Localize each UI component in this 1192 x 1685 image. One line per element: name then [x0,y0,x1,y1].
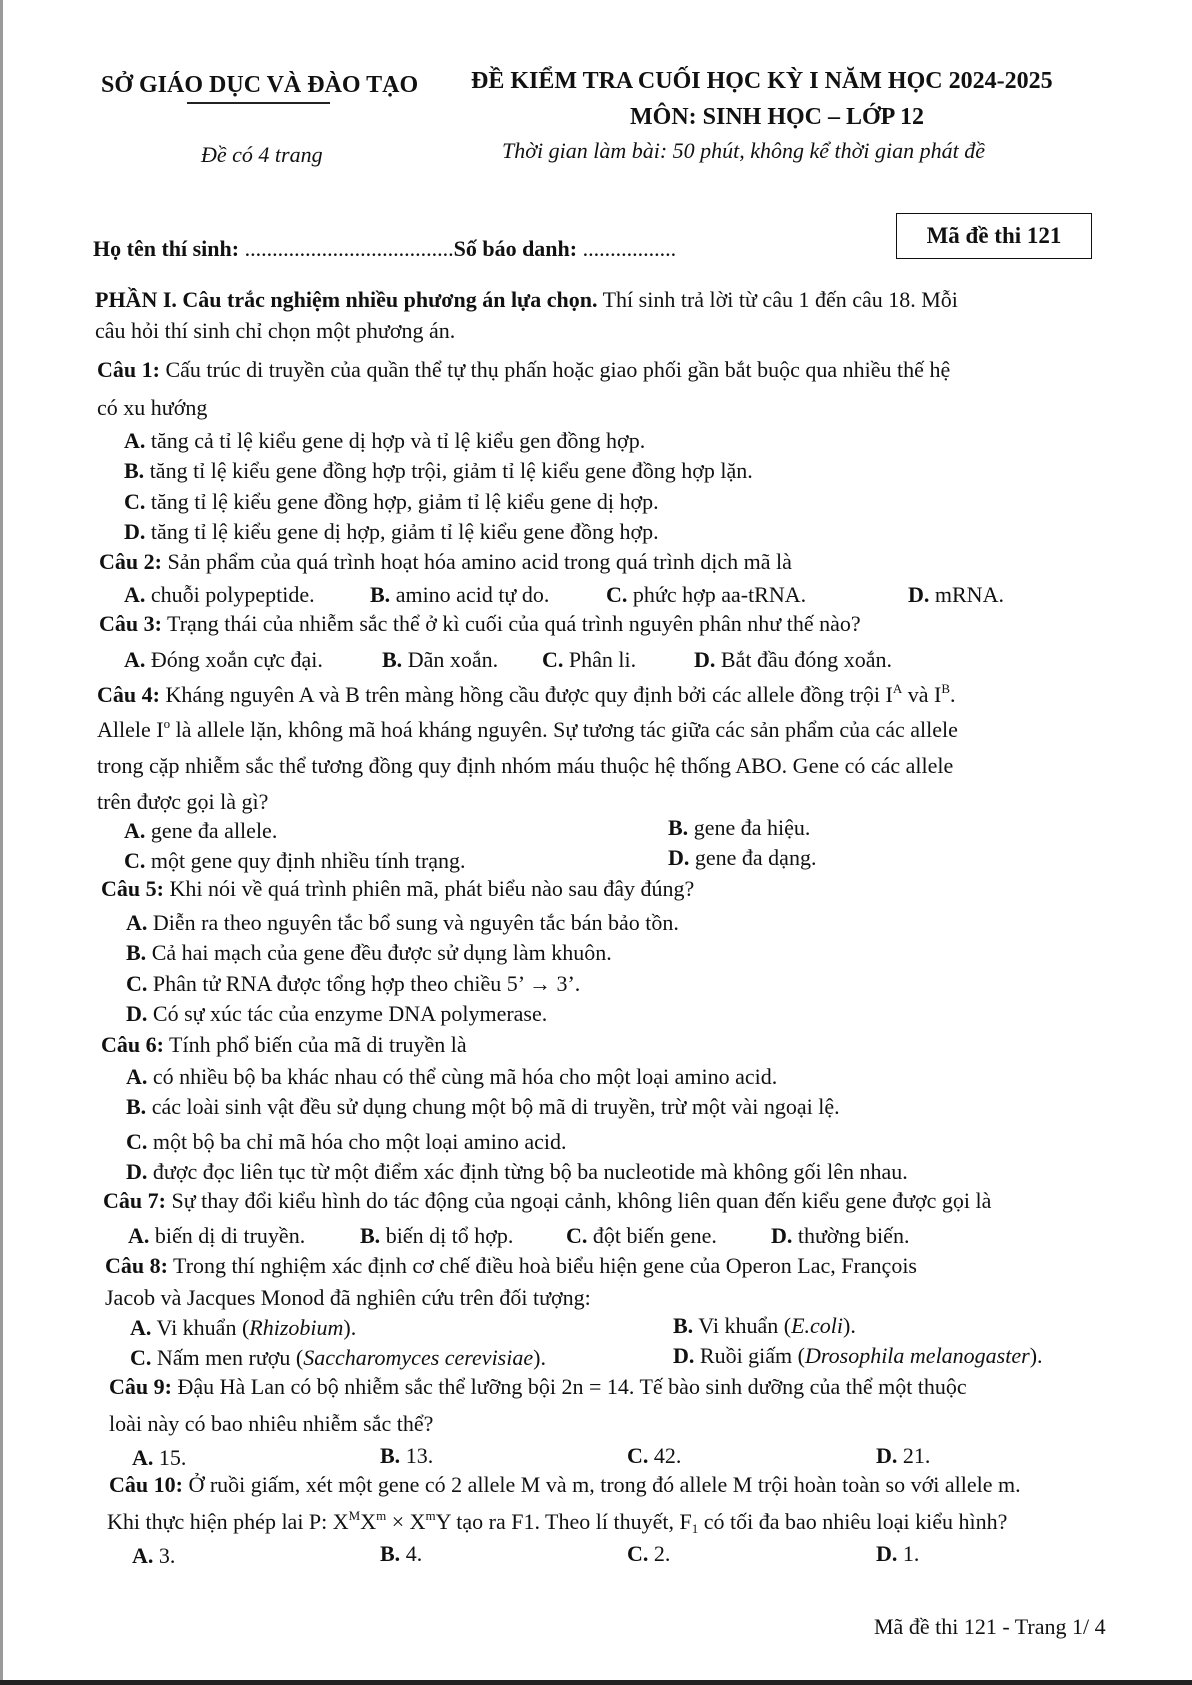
part1-heading [95,283,958,317]
part1-title: PHẦN I. Câu trắc nghiệm nhiều phương án lựa chọn. [95,287,598,312]
time-limit-note: Thời gian làm bài: 50 phút, không kể thời gian phát đề [502,138,986,163]
q5-option-d: D. Có sự xúc tác của enzyme DNA polymerase. [126,1001,548,1026]
question-4-line-4: trên được gọi là gì? [97,789,269,814]
question-7: Câu 7: Sự thay đổi kiểu hình do tác động của ngoại cảnh, không liên quan đến kiểu gene được gọi là [103,1188,992,1213]
exam-code-box: Mã đề thi 121 [896,213,1092,259]
q6-option-d: D. được đọc liên tục từ một điểm xác định từng bộ ba nucleotide mà không gối lên nhau. [126,1159,908,1184]
exam-title: ĐỀ KIỂM TRA CUỐI HỌC KỲ I NĂM HỌC 2024-2025 [471,68,1053,94]
question-8: Câu 8: Trong thí nghiệm xác định cơ chế điều hoà biểu hiện gene của Operon Lac, François [105,1253,917,1278]
q6-option-b: B. các loài sinh vật đều sử dụng chung một bộ mã di truyền, trừ một vài ngoại lệ. [126,1094,840,1119]
q5-option-c: C. Phân tử RNA được tổng hợp theo chiều 5’ → 3’. [126,971,581,996]
q9-option-a: A. 15. [132,1445,187,1470]
question-1 [97,353,950,387]
question-4-line-3: trong cặp nhiễm sắc thể tương đồng quy định nhóm máu thuộc hệ thống ABO. Gene có các allele [97,753,954,778]
q7-option-d: D. thường biến. [771,1223,910,1248]
q7-option-c: C. đột biến gene. [566,1223,717,1248]
question-10-line-2: Khi thực hiện phép lai P: $X^MX^m \times X^mY$ tạo ra F1. Theo lí thuyết, $F_1$ có tối đa bao nhiêu loại kiểu hình? [107,1508,1008,1536]
q3-option-c: C. Phân li. [542,647,637,672]
q9-option-c: C. 42. [627,1443,682,1468]
q4-option-b: B. gene đa hiệu. [668,815,811,840]
q10-option-c: C. 2. [627,1541,671,1566]
question-8-line-2: Jacob và Jacques Monod đã nghiên cứu trên đối tượng: [105,1285,591,1310]
id-label: Số báo danh: [453,236,578,261]
question-9: Câu 9: Đậu Hà Lan có bộ nhiễm sắc thể lưỡng bội 2n = 14. Tế bào sinh dưỡng của thể một thuộc [109,1374,967,1399]
department-name: SỞ GIÁO DỤC VÀ ĐÀO TẠO [101,72,419,98]
q2-option-b: B. amino acid tự do. [370,582,550,607]
q9-option-d: D. 21. [876,1443,931,1468]
department-underline [187,102,330,104]
q8-option-c: C. Nấm men rượu (Saccharomyces cerevisiae). [130,1345,546,1370]
q1-option-d: D. tăng tỉ lệ kiểu gene dị hợp, giảm tỉ lệ kiểu gene đồng hợp. [124,519,659,544]
question-text: Cấu trúc di truyền của quần thể tự thụ phấn hoặc giao phối gần bắt buộc qua nhiều thế hệ [159,357,951,382]
q7-option-b: B. biến dị tổ hợp. [360,1223,514,1248]
q5-option-a: A. Diễn ra theo nguyên tắc bổ sung và nguyên tắc bán bảo tồn. [126,910,679,935]
q6-option-c: C. một bộ ba chỉ mã hóa cho một loại amino acid. [126,1129,567,1154]
part1-instruction-a: Thí sinh trả lời từ câu 1 đến câu 18. Mỗi [597,287,958,312]
q8-option-a: A. Vi khuẩn (Rhizobium). [130,1315,357,1340]
exam-subject: MÔN: SINH HỌC – LỚP 12 [630,104,925,130]
q3-option-a: A. Đóng xoắn cực đại. [124,647,323,672]
q10-option-b: B. 4. [380,1541,423,1566]
q1-option-c: C. tăng tỉ lệ kiểu gene đồng hợp, giảm tỉ lệ kiểu gene dị hợp. [124,489,659,514]
q3-option-b: B. Dãn xoắn. [382,647,499,672]
question-4-line-2: Allele $I^o$ là allele lặn, không mã hoá kháng nguyên. Sự tương tác giữa các sản phẩm của các allele [97,716,958,742]
q1-option-b: B. tăng tỉ lệ kiểu gene đồng hợp trội, giảm tỉ lệ kiểu gene đồng hợp lặn. [124,458,753,483]
q9-option-b: B. 13. [380,1443,434,1468]
question-2: Câu 2: Sản phẩm của quá trình hoạt hóa amino acid trong quá trình dịch mã là [99,549,792,574]
part1-instruction-b: câu hỏi thí sinh chỉ chọn một phương án. [95,318,456,343]
q1-option-a: A. tăng cả tỉ lệ kiểu gene dị hợp và tỉ lệ kiểu gen đồng hợp. [124,428,646,453]
candidate-info-line [93,232,676,266]
q7-option-a: A. biến dị di truyền. [128,1223,306,1248]
question-4: Câu 4: Kháng nguyên A và B trên màng hồng cầu được quy định bởi các allele đồng trội $I^A$ và $I^B$. [97,681,956,707]
id-dots: ................. [582,236,677,261]
question-text-cont: có xu hướng [97,395,208,420]
question-label: Câu 1: [97,357,160,382]
q3-option-d: D. Bắt đầu đóng xoắn. [694,647,892,672]
scan-edge-bottom [0,1680,1192,1685]
q4-option-d: D. gene đa dạng. [668,845,817,870]
q2-option-d: D. mRNA. [908,582,1004,607]
q2-option-c: C. phức hợp aa-tRNA. [606,582,807,607]
question-6: Câu 6: Tính phổ biến của mã di truyền là [101,1032,467,1057]
question-5: Câu 5: Khi nói về quá trình phiên mã, phát biểu nào sau đây đúng? [101,876,695,901]
question-9-line-2: loài này có bao nhiêu nhiễm sắc thể? [109,1411,434,1436]
question-10: Câu 10: Ở ruồi giấm, xét một gene có 2 allele M và m, trong đó allele M trội hoàn toàn so với allele m. [109,1472,1021,1497]
q10-option-d: D. 1. [876,1541,920,1566]
q4-option-c: C. một gene quy định nhiều tính trạng. [124,848,466,873]
q10-option-a: A. 3. [132,1543,176,1568]
name-label: Họ tên thí sinh: [93,236,240,261]
q5-option-b: B. Cả hai mạch của gene đều được sử dụng làm khuôn. [126,940,612,965]
q2-option-a: A. chuỗi polypeptide. [124,582,315,607]
q8-option-d: D. Ruồi giấm (Drosophila melanogaster). [673,1343,1043,1368]
question-3: Câu 3: Trạng thái của nhiễm sắc thể ở kì cuối của quá trình nguyên phân như thế nào? [99,611,861,636]
q8-option-b: B. Vi khuẩn (E.coli). [673,1313,856,1338]
name-dots: ...................................... [244,236,454,261]
page-count-note: Đề có 4 trang [201,142,323,167]
q6-option-a: A. có nhiều bộ ba khác nhau có thể cùng mã hóa cho một loại amino acid. [126,1064,778,1089]
page-footer: Mã đề thi 121 - Trang 1/ 4 [874,1614,1106,1639]
scan-edge-left [0,0,3,1685]
q4-option-a: A. gene đa allele. [124,818,278,843]
